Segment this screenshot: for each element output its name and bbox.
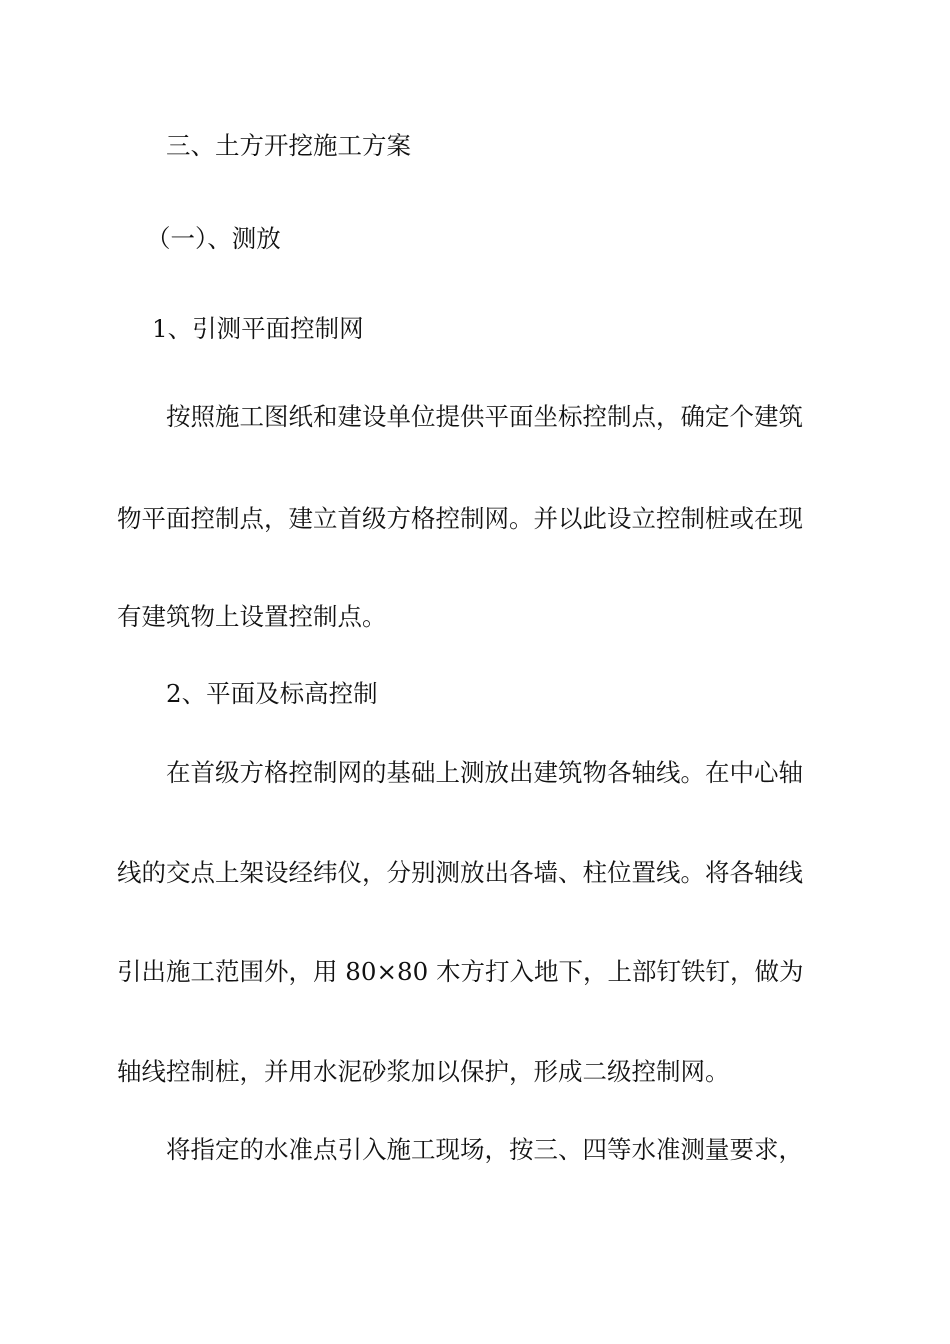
paragraph-line: 按照施工图纸和建设单位提供平面坐标控制点，确定个建筑 — [166, 402, 803, 431]
paragraph-line: 在首级方格控制网的基础上测放出建筑物各轴线。在中心轴 — [166, 758, 803, 787]
item-2-heading: 2、平面及标高控制 — [166, 679, 378, 708]
paragraph-line: 物平面控制点，建立首级方格控制网。并以此设立控制桩或在现 — [117, 504, 803, 533]
paragraph-line: 线的交点上架设经纬仪，分别测放出各墙、柱位置线。将各轴线 — [117, 858, 803, 887]
subsection-heading: （一）、测放 — [146, 224, 281, 253]
paragraph-line: 引出施工范围外，用 80×80 木方打入地下，上部钉铁钉，做为 — [117, 957, 804, 986]
paragraph-line: 有建筑物上设置控制点。 — [117, 602, 387, 631]
paragraph-line: 轴线控制桩，并用水泥砂浆加以保护，形成二级控制网。 — [117, 1057, 730, 1086]
item-1-heading: 1、引测平面控制网 — [152, 314, 364, 343]
section-heading: 三、土方开挖施工方案 — [166, 131, 411, 160]
paragraph-line: 将指定的水准点引入施工现场，按三、四等水准测量要求， — [166, 1135, 803, 1164]
